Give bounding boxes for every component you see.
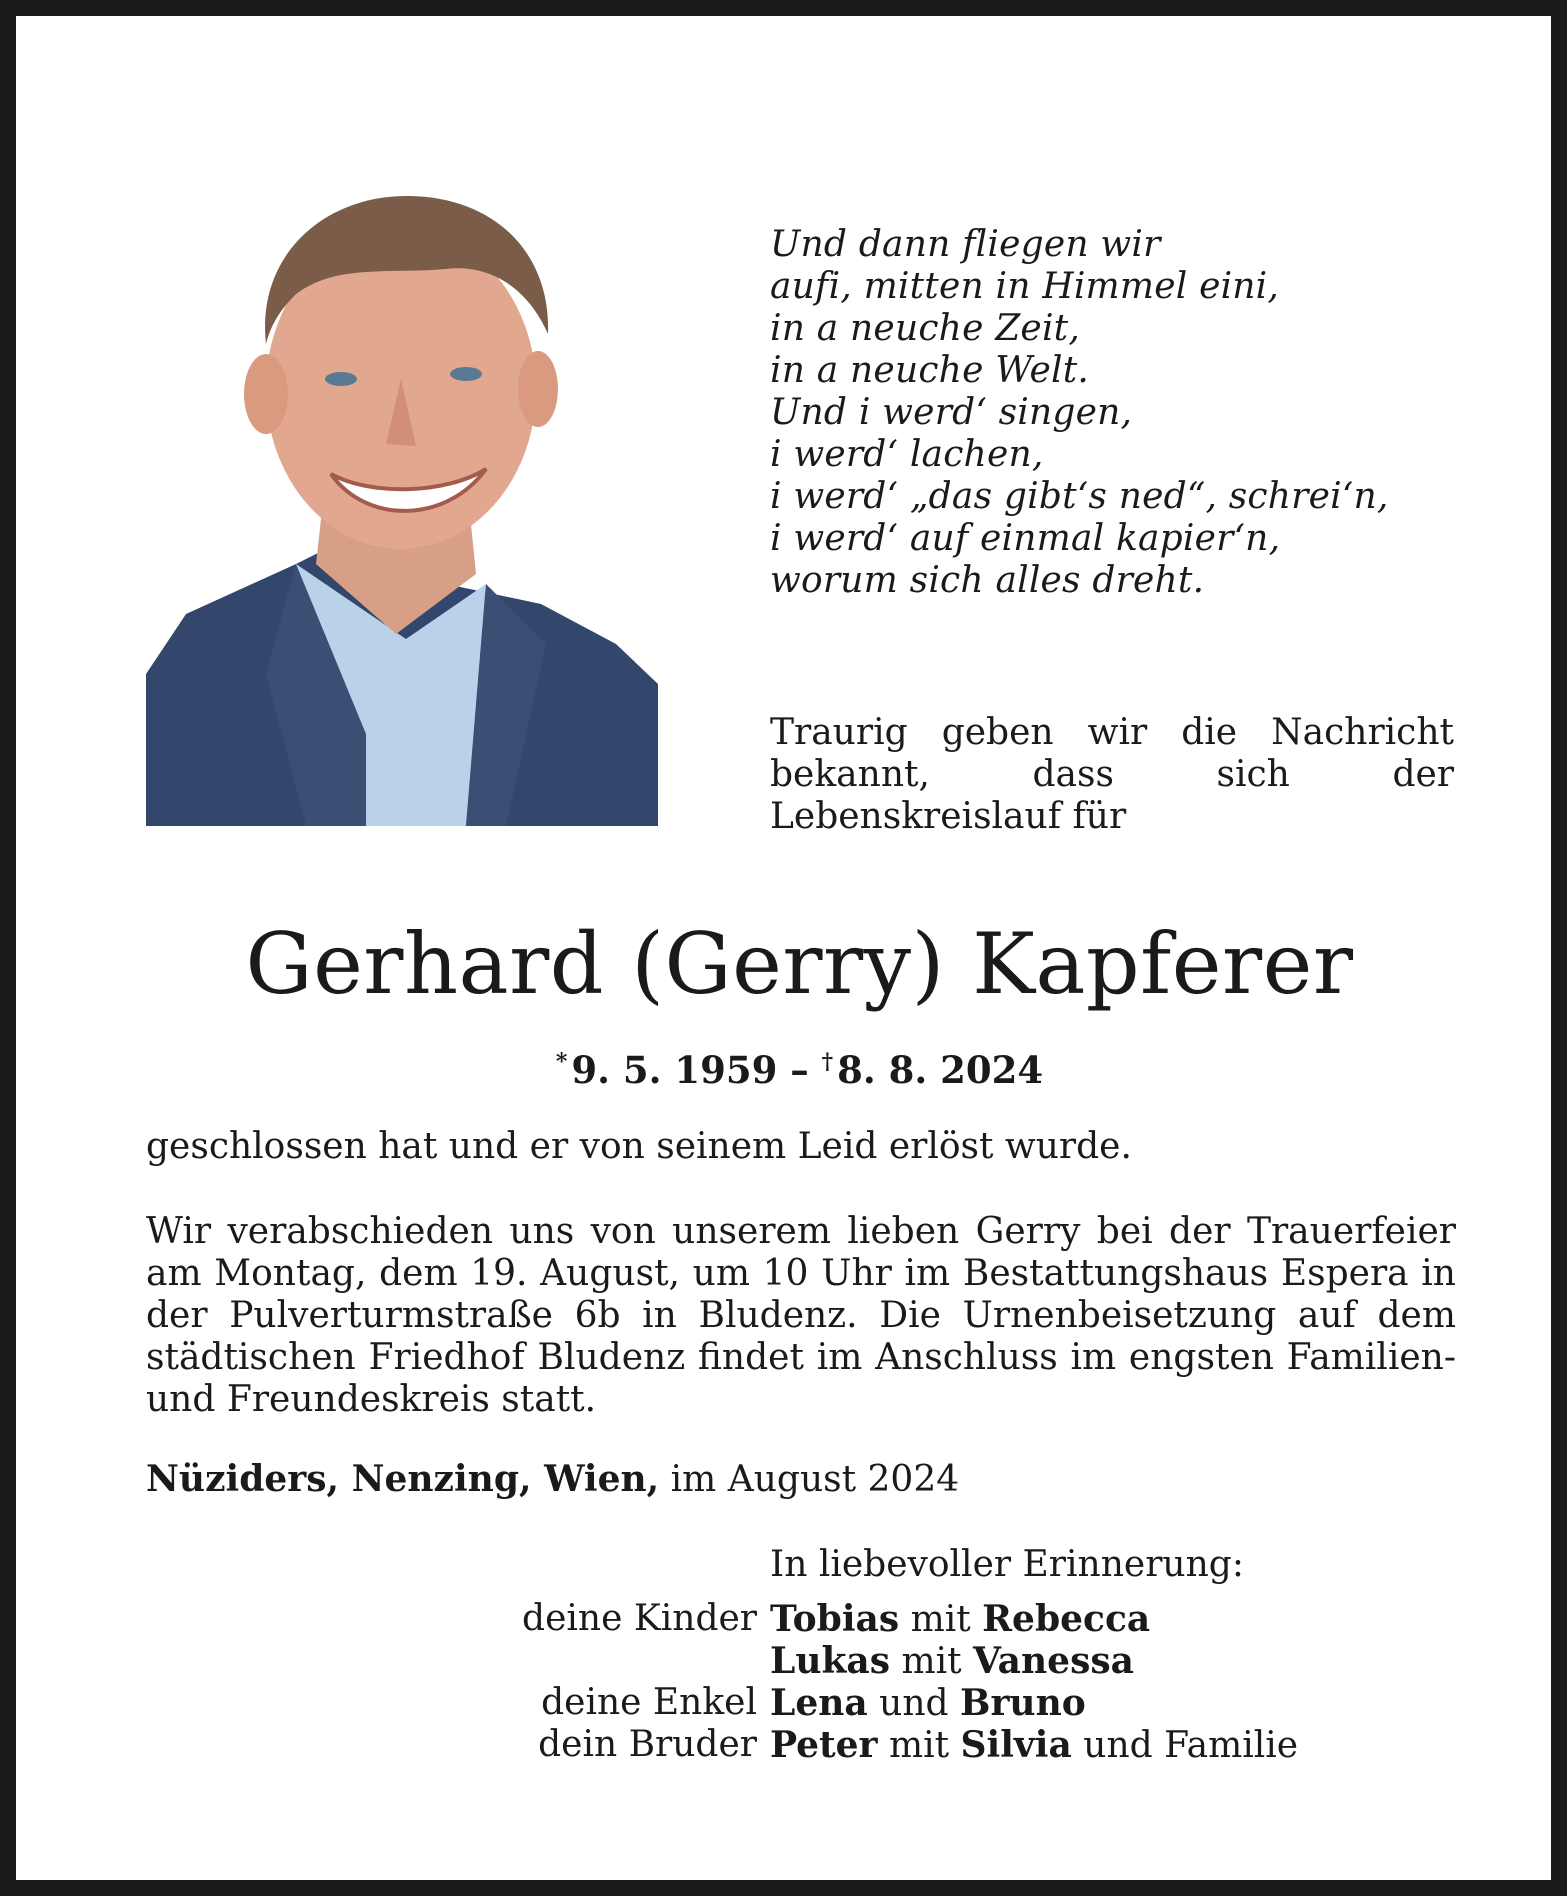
poem-line: aufi, mitten in Himmel eini, <box>770 266 1280 307</box>
portrait-photo <box>146 174 658 826</box>
family-relation: deine Enkel <box>541 1682 757 1723</box>
deceased-name: Gerhard (Gerry) Kapferer <box>245 915 1354 1013</box>
family-member: Tobias <box>770 1598 900 1640</box>
month-year: im August 2024 <box>659 1459 960 1500</box>
towns: Nüziders, Nenzing, Wien, <box>146 1458 660 1500</box>
poem-line: i werd‘ „das gibt‘s ned“, schrei‘n, <box>770 476 1389 517</box>
poem-line: worum sich alles dreht. <box>770 560 1205 601</box>
funeral-details: Wir verabschieden uns von unserem lieben Gerry bei der Trauerfeier am Montag, dem 19. August, um 10 Uhr im Bestattungshaus Espera in der Pulverturmstraße 6b in Bludenz. Die Urnenbeisetzung auf dem städtischen Friedhof Bludenz findet im Anschluss im engsten Familien- und Freundeskreis statt. <box>146 1211 1456 1420</box>
date-separator: – <box>777 1048 822 1092</box>
family-member: Lena <box>770 1682 868 1724</box>
family-row <box>16 1682 1567 1724</box>
poem-line: Und dann fliegen wir <box>770 224 1161 265</box>
family-member: Rebecca <box>982 1598 1151 1640</box>
death-symbol: † <box>821 1049 834 1075</box>
family-member: Silvia <box>960 1724 1072 1766</box>
family-relation: deine Kinder <box>522 1598 757 1639</box>
poem-line: in a neuche Welt. <box>770 350 1090 391</box>
family-names <box>770 1640 1134 1683</box>
family-member: Vanessa <box>973 1640 1134 1682</box>
birth-symbol: * <box>555 1049 568 1075</box>
family-member: Peter <box>770 1724 878 1766</box>
intro-text: Traurig geben wir die Nachricht bekannt, dass sich der Lebenskreislauf für <box>770 712 1454 837</box>
family-names <box>770 1598 1150 1641</box>
family-connector: und <box>867 1683 961 1724</box>
poem-line: i werd‘ lachen, <box>770 434 1044 475</box>
family-connector: mit <box>877 1725 961 1766</box>
family-relation: dein Bruder <box>538 1724 757 1765</box>
place-and-date <box>146 1458 959 1501</box>
family-row <box>16 1640 1567 1682</box>
continuation-text: geschlossen hat und er von seinem Leid erlöst wurde. <box>146 1126 1132 1167</box>
family-connector: mit <box>890 1641 974 1682</box>
family-member: Lukas <box>770 1640 891 1682</box>
poem-line: Und i werd‘ singen, <box>770 392 1133 433</box>
family-suffix: und Familie <box>1071 1725 1299 1766</box>
family-row <box>16 1724 1567 1766</box>
family-list <box>16 1598 1567 1766</box>
family-names <box>770 1682 1086 1725</box>
family-row <box>16 1598 1567 1640</box>
death-date: 8. 8. 2024 <box>837 1048 1044 1092</box>
family-names <box>770 1724 1298 1767</box>
family-member: Bruno <box>960 1682 1086 1724</box>
life-dates <box>16 1038 1567 1094</box>
poem-line: i werd‘ auf einmal kapier‘n, <box>770 518 1281 559</box>
family-connector: mit <box>899 1599 983 1640</box>
poem-line: in a neuche Zeit, <box>770 308 1080 349</box>
memory-heading: In liebevoller Erinnerung: <box>770 1544 1244 1585</box>
birth-date: 9. 5. 1959 <box>571 1048 778 1092</box>
poem <box>770 224 1389 602</box>
